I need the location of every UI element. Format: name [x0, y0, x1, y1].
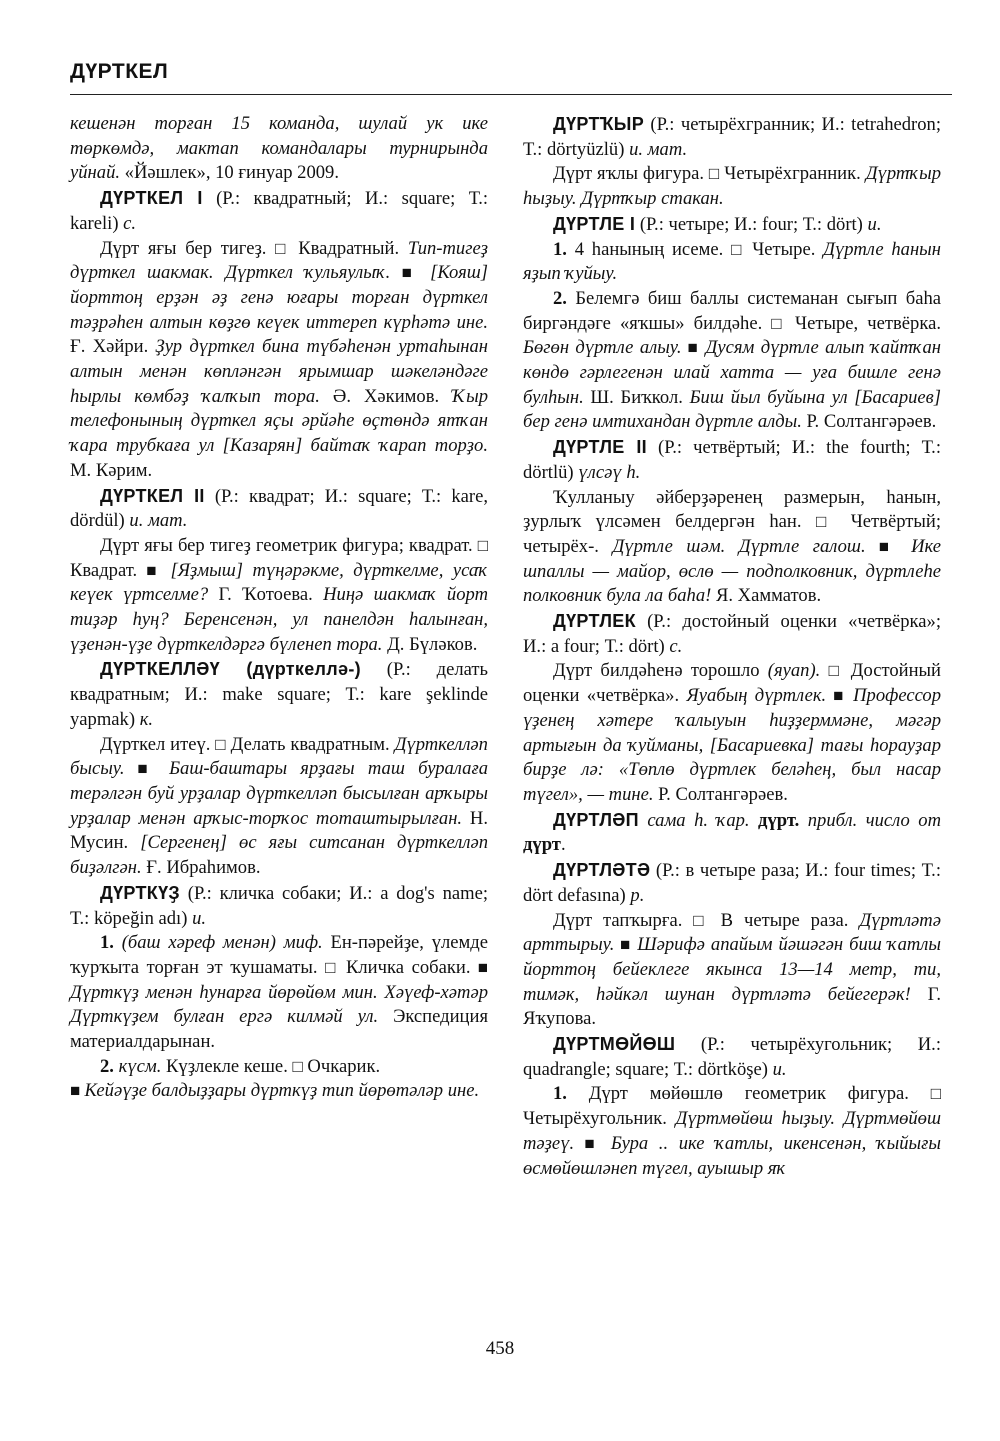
body-text: Г. Ҡотоева. [208, 584, 324, 606]
headword: ДҮРТҠЫР [553, 114, 645, 134]
example-marker: ■ [614, 935, 638, 955]
entry-headword-line [523, 1032, 941, 1082]
entry-headword-line [70, 657, 488, 732]
entry-paragraph [523, 1082, 941, 1181]
entry-paragraph [70, 534, 488, 658]
entry-headword-line [523, 609, 941, 659]
body-text: Четвёртый; четырёх-. [523, 511, 941, 557]
italic-text: сама һ. ҡар. [647, 809, 750, 831]
italic-text: Дүртҡыр һыҙыу. Дүртҡыр стакан. [523, 163, 941, 210]
example-marker: ■ [574, 1133, 611, 1153]
right-column [523, 112, 941, 1181]
italic-text: Дусям дүртле алып ҡайтҡан көндө гәрлегенән илай хатта — уға бишле генә булһын. [523, 337, 941, 408]
body-text: Дүрт мөйөшлө геометрик фигура. [588, 1083, 931, 1105]
italic-text: и. [867, 213, 882, 235]
body-text: . [560, 834, 566, 856]
italic-text: Кейәүҙе балдыҙҙары дүрткүҙ тип йөрөтәләр ине. [84, 1080, 480, 1102]
headword: ДҮРТЛЕК [553, 611, 636, 632]
italic-text: прибл. число от [807, 809, 941, 831]
italic-text: р. [630, 884, 645, 906]
example-marker: ■ [124, 759, 170, 779]
bold-text: дүрт. [749, 809, 808, 831]
body-text: Квадрат. [70, 559, 138, 581]
example-marker: ■ [390, 263, 431, 283]
italic-text: Дүртле һанын яҙып ҡуйыу. [523, 238, 941, 285]
body-text: (Р.: кличка собаки; И.: a dog's name; Т.: köpeğin adı) [70, 882, 488, 929]
body-text: Дүрт билдәһенә торошло [553, 660, 768, 682]
italic-text: Бөгөн дүртле алыу. [523, 337, 682, 359]
body-text: Ен-пәрейҙе, үлемде ҡурҡыта торған эт ҡушаматы. [70, 932, 489, 978]
body-text: Р. Солтангәрәев. [653, 783, 788, 805]
body-text: (Р.: четырёхгранник; И.: tetrahedron; Т.: dörtyüzlü) [523, 114, 941, 160]
body-text: Ш. Биҡкол. [583, 386, 690, 408]
entry-headword-line [70, 484, 488, 534]
body-text: Р. Солтангәрәев. [801, 411, 937, 433]
body-text: 4 һанының исеме. [574, 238, 732, 260]
italic-text: Шәрифә апайым йәшәгән биш ҡатлы йорттоң бейеклеге якынса 13—14 метр, ти, тимәк, һәйкәл шунан дүртләтә бейегерәк! [523, 934, 941, 1005]
translation-marker: □ [771, 313, 786, 333]
italic-text: Баш-баштары ярҙағы таш буралаға терәлгән буй урҙалар дүрткелләп бысылған арҡыры урҙалар менән арҡыс-торҡос тоташтырылған. [70, 758, 488, 829]
entry-headword-line [523, 112, 941, 162]
headword: ДҮРТЛӘТӘ [553, 860, 651, 881]
body-text: Дүрт яҡлы фигура. [553, 163, 709, 185]
translation-marker: □ [930, 1084, 942, 1104]
body-text: М. Кәрим. [70, 459, 153, 481]
translation-marker: □ [708, 164, 720, 184]
entry-headword-line [523, 808, 941, 858]
body-text: Дүрт яғы бер тигеҙ. [100, 237, 276, 259]
headword: ДҮРТЛЕ I [553, 213, 636, 234]
body-text: Д. Бүләков. [382, 633, 478, 655]
translation-marker: □ [477, 535, 488, 555]
example-marker: ■ [681, 338, 706, 358]
body-text: (Р.: квадратный; И.: square; Т.: kareli) [70, 188, 489, 234]
translation-marker: □ [215, 734, 226, 754]
body-text: Н. Мусин. [70, 807, 488, 854]
body-text [820, 660, 828, 681]
body-text: Достойный оценки «четвёрка». [523, 660, 941, 707]
body-text: «Йәшлек», 10 ғинуар 2009. [120, 162, 339, 184]
body-text: Я. Хамматов. [711, 585, 822, 607]
body-text: (Р.: квадрат; И.: square; Т.: kare, dördül) [70, 485, 488, 532]
example-marker: ■ [70, 1081, 85, 1101]
body-text: Четыре. [744, 238, 824, 260]
entry-headword-line [523, 858, 941, 908]
body-text: Четырёхугольник. [523, 1108, 676, 1130]
translation-marker: □ [828, 661, 843, 681]
body-text: (Р.: четвёртый; И.: the fourth; Т.: dörtlü) [523, 437, 941, 483]
body-text: Четырёхгранник. [719, 163, 866, 185]
italic-text: и. мат. [629, 138, 688, 160]
translation-marker: □ [275, 238, 290, 258]
italic-text: [Яҙмыш] түңәрәкме, дүрткелме, усаҡ кеүек үртселме? [70, 559, 488, 606]
example-marker: ■ [865, 536, 912, 556]
body-text: Ғ. Хәйри. [70, 336, 156, 358]
entry-paragraph [70, 112, 488, 186]
italic-text: с. [669, 635, 683, 657]
italic-text: Бура .. ике ҡатлы, икенсенән, ҡыйығы өсмөйөшләнеп түгел, ауышыр яҡ [523, 1132, 941, 1179]
italic-text: кешенән торған 15 команда, шулай ук ике төркөмдә, мактап командалары турнирында уйнай. [70, 113, 488, 184]
body-text: Белемгә биш баллы системанан сығып баһа биргәндәге «яҡшы» билдәһе. [523, 287, 942, 334]
italic-text: и. мат. [129, 510, 188, 532]
translation-marker: □ [292, 1056, 303, 1076]
italic-text: Ҙур дүрткел бина түбәһенән уртаһынан алтын менән көпләнгән ярымшар шәкеләндәге һырлы көмбәҙ ҡалҡып тора. [70, 336, 488, 407]
entry-headword-line [70, 881, 488, 931]
running-head: ДҮРТКЕЛ [70, 60, 169, 83]
body-text: Ғ. Ибраһимов. [141, 857, 261, 879]
translation-marker: □ [325, 957, 339, 977]
entry-paragraph [523, 238, 941, 287]
italic-text: [Сергенең] өс яғы ситсанан дүрткелләп биҙәлгән. [70, 832, 489, 879]
entry-headword-line [523, 435, 941, 485]
entry-paragraph [523, 162, 941, 211]
body-text: В четыре раза. [709, 909, 860, 931]
italic-text: Дүртләтә арттырыу. [523, 909, 941, 956]
headword: ДҮРТЛӘП [553, 809, 639, 830]
body-text: (Р.: четыре; И.: four; Т.: dört) [635, 213, 868, 235]
body-text: (Р.: в четыре раза; И.: four times; Т.: dört defasına) [523, 860, 941, 906]
italic-text: и. [192, 907, 207, 929]
italic-text: и. [772, 1058, 787, 1080]
entry-paragraph [70, 931, 488, 1055]
header-rule [70, 94, 952, 95]
translation-marker: □ [693, 910, 710, 930]
body-text: Дүрткел итеү. [100, 733, 216, 755]
italic-text: Дүртмөйөш һыҙыу. Дүртмөйөш тәҙеү. [523, 1108, 941, 1154]
body-text: Кличка собаки. [338, 956, 471, 978]
italic-text: күсм. [118, 1055, 162, 1077]
italic-text: Профессор үҙенең хәтере ҡалыуын һиҙҙерммәне, мәгәр артығын да ҡуйманы, [Басариевка] тағы һорауҙар бирҙе лә: «Төплө дүртлек беләһең, был насар түгел», — тине. [523, 685, 941, 805]
body-text: Экспедиция материалдарынан. [70, 1006, 488, 1053]
example-marker: ■ [470, 957, 488, 977]
translation-marker: □ [731, 239, 745, 259]
italic-text: Дүрткүҙ менән һунарға йөрөйөм мин. Хәүеф-хәтәр Дүрткүҙем булған ергә килмәй ул. [70, 981, 488, 1028]
italic-text: к. [139, 708, 154, 730]
body-text: Г. Яҡупова. [523, 983, 942, 1030]
headword: ДҮРТКЕЛЛӘҮ (дүрткеллә-) [100, 659, 361, 680]
entry-paragraph [70, 733, 488, 881]
bold-text: дүрт [523, 834, 561, 856]
italic-text: (баш хәреф менән) миф. [121, 932, 323, 954]
italic-text: (яуап). [767, 660, 821, 682]
body-text: Күҙлекле кеше. [161, 1055, 293, 1077]
entry-paragraph [70, 1079, 488, 1104]
italic-text: Яуабың дүртлек. [686, 685, 827, 707]
headword: ДҮРТЛЕ II [553, 437, 647, 458]
body-text: Очкарик. [302, 1055, 381, 1077]
bold-text: 2. [100, 1055, 119, 1077]
body-text: (Р.: делать квадратным; И.: make square; Т.: kare şeklinde yapmak) [70, 659, 488, 730]
body-text: Четыре, четвёрка. [785, 312, 941, 334]
entry-headword-line [523, 212, 941, 238]
headword: ДҮРТКҮҘ [100, 882, 180, 903]
italic-text: Дүртле шәм. Дүртле галош. [612, 535, 866, 557]
bold-text: 1. [100, 932, 122, 954]
entry-paragraph [70, 1055, 488, 1080]
body-text: Ҡулланыу әйберҙәренең размерын, һанын, ҙурлыҡ үлсәмен белдергән һан. [523, 486, 941, 533]
italic-text: [Кояш] йорттоң ерҙән әҙ генә юғары торған дүрткел тәҙрәһен алтын көҙгө кеүек иттереп күрһәтә ине. [70, 262, 488, 333]
entry-paragraph [523, 287, 941, 435]
entry-paragraph [523, 909, 941, 1033]
page-number: 458 [485, 1338, 515, 1359]
bold-text: 2. [553, 287, 576, 309]
example-marker: ■ [137, 560, 171, 580]
body-text: (Р.: достойный оценки «четвёрка»; И.: a four; Т.: dört) [523, 611, 941, 657]
italic-text: Тип-тигеҙ дүрткел шакмак. Дүрткел ҡульяулыҡ. [70, 237, 488, 284]
headword: ДҮРТКЕЛ II [100, 485, 205, 506]
body-text: Делать квадратным. [225, 733, 395, 755]
italic-text: Ҡыр телефонының дүрткел яҫы әрйәһе өҫтөндә ятҡан ҡара трубкаға ул [Казарян] байтаҡ ҡарап торҙо. [70, 385, 488, 457]
entry-headword-line [70, 186, 488, 236]
entry-paragraph [523, 486, 941, 610]
italic-text: үлсәү һ. [578, 461, 641, 483]
translation-marker: □ [816, 512, 837, 532]
bold-text: 1. [553, 238, 575, 260]
example-marker: ■ [826, 686, 854, 706]
italic-text: Ниңә шакмаҡ йорт тиҙәр һуң? Беренсенән, ул панелдән һалынған, үҙенән-үҙе дүрткелдәргә бүленеп тора. [70, 584, 488, 655]
entry-paragraph [70, 237, 488, 484]
body-text: Дүрт тапҡырға. [553, 909, 694, 931]
body-text: Квадратный. [289, 237, 408, 259]
headword: ДҮРТМӨЙӨШ [553, 1034, 676, 1055]
italic-text: с. [123, 212, 137, 234]
italic-text: Ике шпаллы — майор, өслө — подполковник, дүртлеһе полковник була ла баһа! [523, 535, 941, 607]
left-column [70, 112, 488, 1104]
italic-text: Дүрткелләп бысыу. [70, 733, 488, 780]
headword: ДҮРТКЕЛ I [100, 188, 203, 209]
entry-paragraph [523, 659, 941, 807]
body-text: (Р.: четырёхугольник; И.: quadrangle; square; Т.: dörtköşe) [523, 1034, 941, 1080]
italic-text: Биш йыл буйына ул [Басариев] бер генә имтихандан дүртле алды. [523, 386, 941, 433]
body-text: Дүрт яғы бер тигеҙ геометрик фигура; квадрат. [100, 534, 478, 556]
body-text: Ә. Хәкимов. [319, 385, 453, 407]
bold-text: 1. [553, 1083, 589, 1105]
